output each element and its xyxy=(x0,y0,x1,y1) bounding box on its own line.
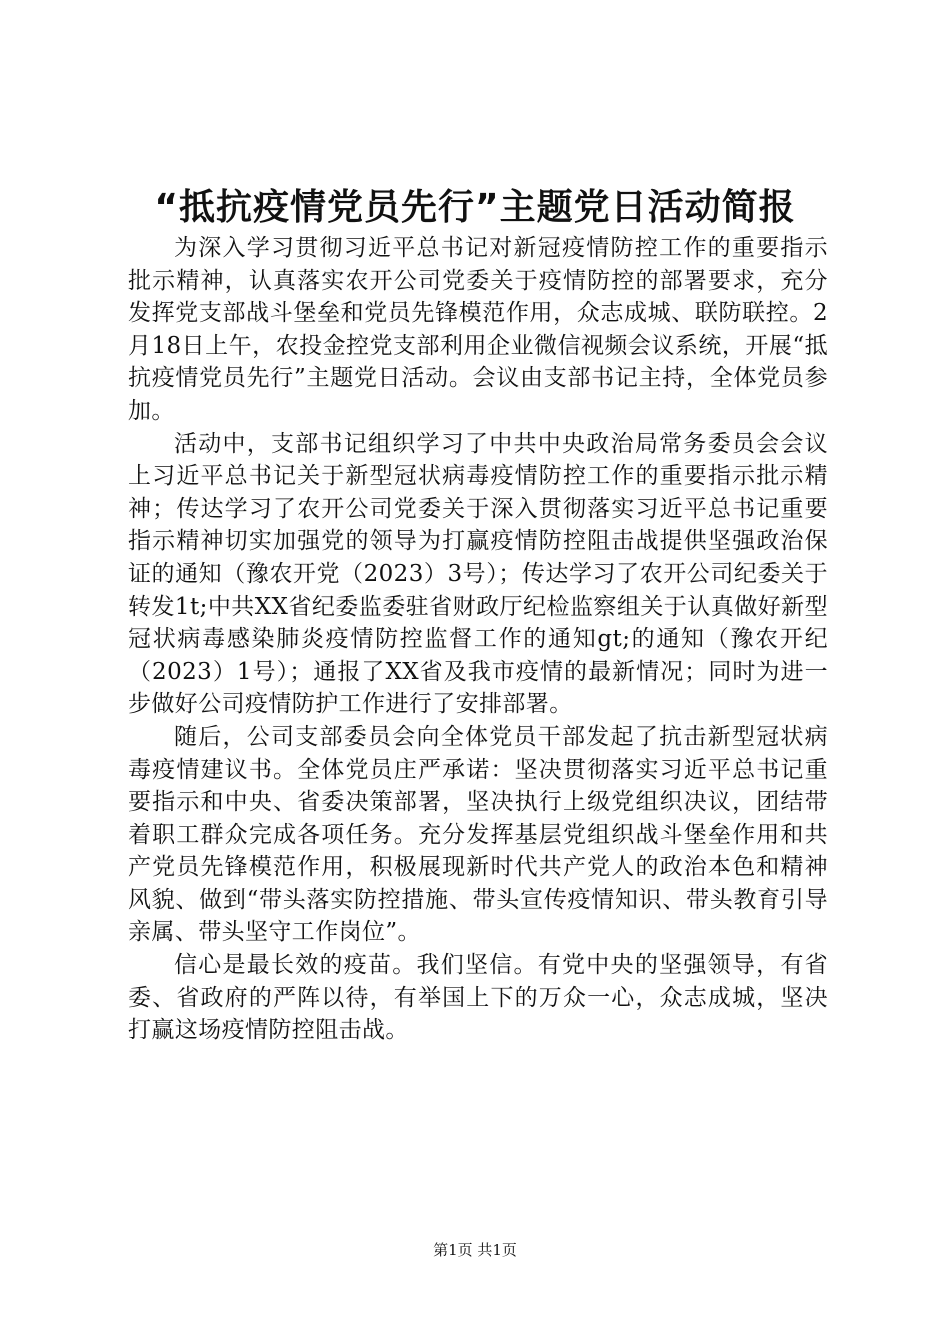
paragraph-pledge: 随后，公司支部委员会向全体党员干部发起了抗击新型冠状病毒疫情建议书。全体党员庄严承诺：坚决贯彻落实习近平总书记重要指示和中央、省委决策部署，坚决执行上级党组织决议，团结带着职工群众完成各项任务。充分发挥基层党组织战斗堡垒作用和共产党员先锋模范作用，积极展现新时代共产党人的政治本色和精神风貌、做到“带头落实防控措施、带头宣传疫情知识、带头教育引导亲属、带头坚守工作岗位”。 xyxy=(128,723,828,946)
document-body xyxy=(128,232,828,1047)
paragraph-conclusion: 信心是最长效的疫苗。我们坚信。有党中央的坚强领导，有省委、省政府的严阵以待，有举国上下的万众一心，众志成城，坚决打赢这场疫情防控阻击战。 xyxy=(128,952,828,1044)
page-number-footer: 第1页 共1页 xyxy=(433,1241,517,1259)
document-title: “抵抗疫情党员先行”主题党日活动简报 xyxy=(154,187,796,228)
paragraph-activity: 活动中，支部书记组织学习了中共中央政治局常务委员会会议上习近平总书记关于新型冠状病毒疫情防控工作的重要指示批示精神；传达学习了农开公司党委关于深入贯彻落实习近平总书记重要指示精神切实加强党的领导为打赢疫情防控阻击战提供坚强政治保证的通知（豫农开党（2023）3号）；传达学习了农开公司纪委关于转发1t;中共XX省纪委监委驻省财政厅纪检监察组关于认真做好新型冠状病毒感染肺炎疫情防控监督工作的通知gt;的通知（豫农开纪（2023）1号）；通报了XX省及我市疫情的最新情况；同时为进一步做好公司疫情防护工作进行了安排部署。 xyxy=(128,430,828,718)
paragraph-intro: 为深入学习贯彻习近平总书记对新冠疫情防控工作的重要指示批示精神，认真落实农开公司党委关于疫情防控的部署要求，充分发挥党支部战斗堡垒和党员先锋模范作用，众志成城、联防联控。2月18日上午，农投金控党支部利用企业微信视频会议系统，开展“抵抗疫情党员先行”主题党日活动。会议由支部书记主持，全体党员参加。 xyxy=(128,235,828,424)
